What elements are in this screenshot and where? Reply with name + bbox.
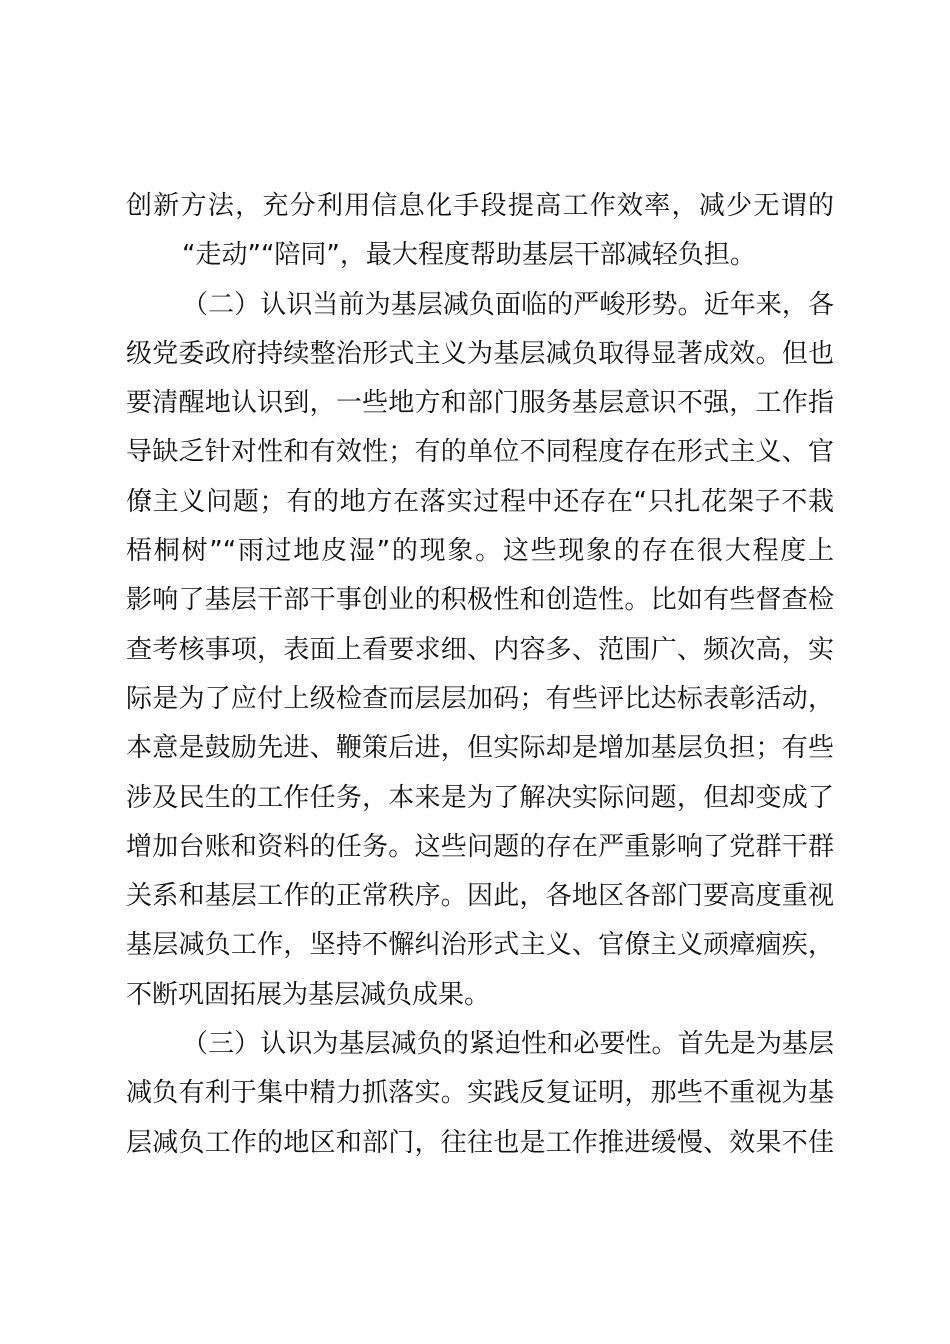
text-line: 增加台账和资料的任务。这些问题的存在严重影响了党群干群	[126, 831, 834, 862]
text-line: 影响了基层干部干事创业的积极性和创造性。比如有些督查检	[126, 585, 834, 616]
text-line: 涉及民生的工作任务，本来是为了解决实际问题，但却变成了	[126, 782, 834, 813]
document-body	[126, 182, 834, 1168]
paragraph-section-3	[126, 1020, 834, 1168]
paragraph-section-2	[126, 281, 834, 1020]
text-line: 查考核事项，表面上看要求细、内容多、范围广、频次高，实	[126, 634, 834, 665]
section-heading-line: （三）认识为基层减负的紧迫性和必要性。首先是为基层	[182, 1029, 834, 1060]
text-line: 减负有利于集中精力抓落实。实践反复证明，那些不重视为基	[126, 1078, 834, 1109]
text-line: “走动”“陪同”，最大程度帮助基层干部减轻负担。	[182, 240, 756, 271]
text-line: 要清醒地认识到，一些地方和部门服务基层意识不强，工作指	[126, 388, 834, 419]
text-line: 层减负工作的地区和部门，往往也是工作推进缓慢、效果不佳	[126, 1127, 834, 1158]
text-line: 级党委政府持续整治形式主义为基层减负取得显著成效。但也	[126, 338, 834, 369]
paragraph-continuation	[126, 182, 834, 281]
text-line: 际是为了应付上级检查而层层加码；有些评比达标表彰活动，	[126, 683, 834, 714]
section-heading-line: （二）认识当前为基层减负面临的严峻形势。近年来，各	[182, 289, 834, 320]
text-line: 梧桐树”“雨过地皮湿”的现象。这些现象的存在很大程度上	[126, 536, 834, 567]
text-line: 关系和基层工作的正常秩序。因此，各地区各部门要高度重视	[126, 881, 834, 912]
text-line: 基层减负工作，坚持不懈纠治形式主义、官僚主义顽瘴痼疾，	[126, 930, 834, 961]
text-line: 不断巩固拓展为基层减负成果。	[126, 979, 491, 1010]
text-line: 僚主义问题；有的地方在落实过程中还存在“只扎花架子不栽	[126, 486, 834, 517]
text-line: 导缺乏针对性和有效性；有的单位不同程度存在形式主义、官	[126, 437, 834, 468]
text-line: 创新方法，充分利用信息化手段提高工作效率，减少无谓的	[126, 191, 834, 221]
text-line: 本意是鼓励先进、鞭策后进，但实际却是增加基层负担；有些	[126, 733, 834, 764]
